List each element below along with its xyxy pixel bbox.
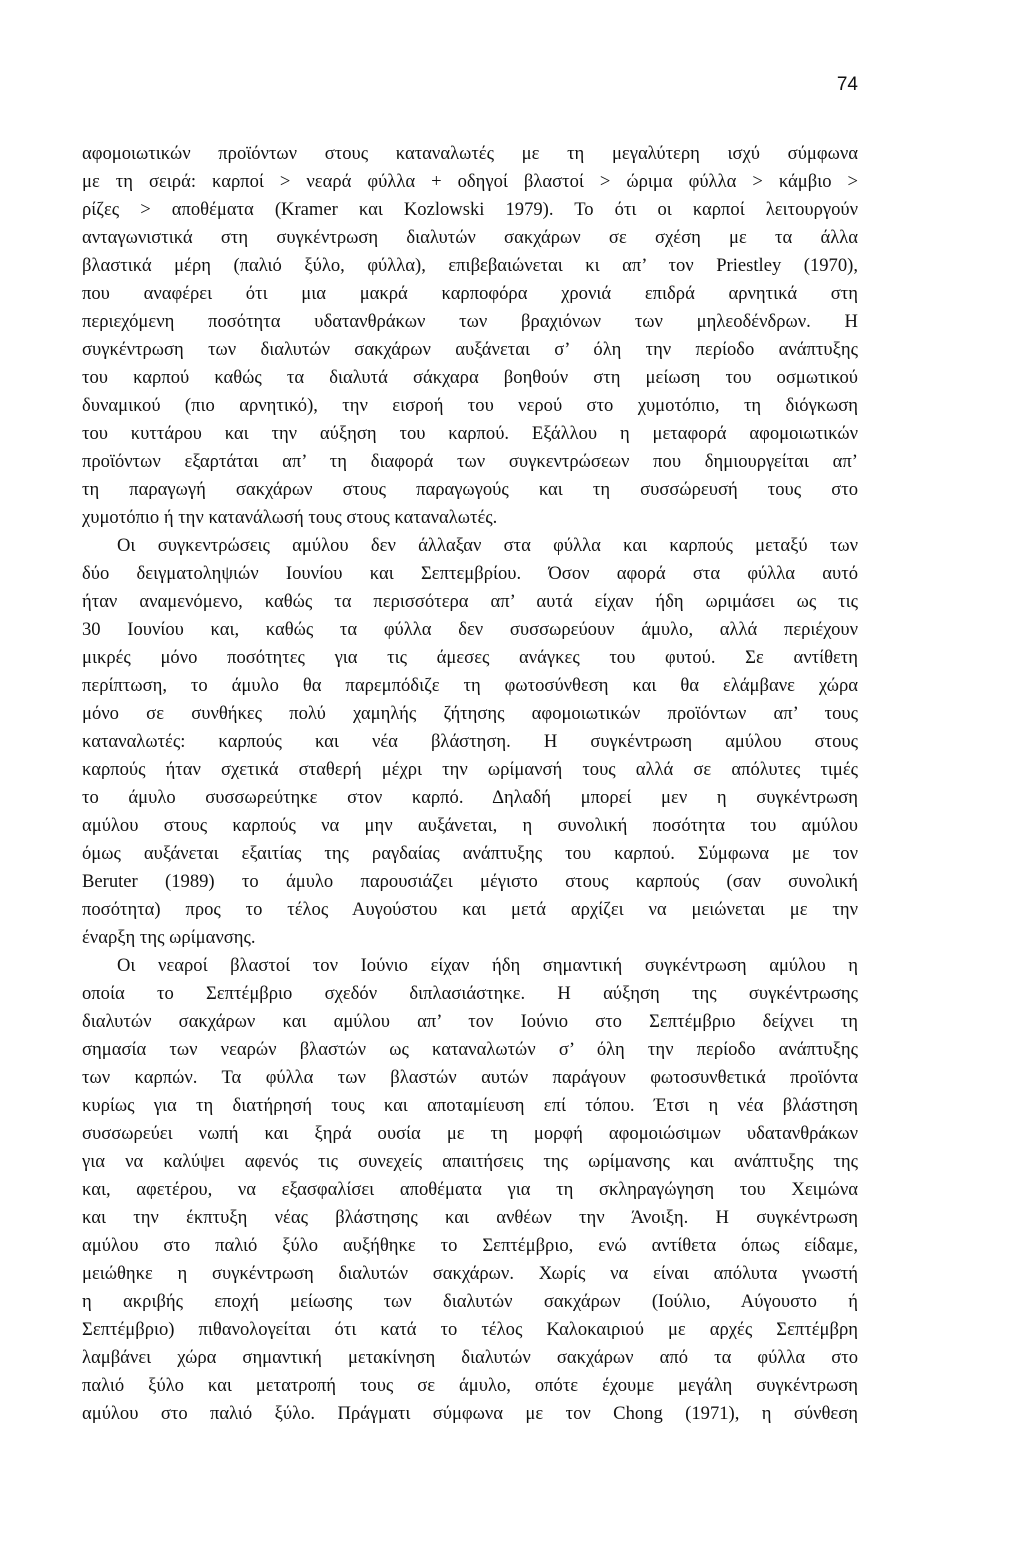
text-line: συγκέντρωση των διαλυτών σακχάρων αυξάνεται σ’ όλη την περίοδο ανάπτυξης	[82, 339, 858, 360]
text-line: έναρξη της ωρίμανσης.	[82, 927, 256, 948]
page-number: 74	[836, 74, 858, 95]
text-line: όμως αυξάνεται εξαιτίας της ραγδαίας ανάπτυξης του καρπού. Σύμφωνα με τον	[82, 843, 858, 864]
text-line: κυρίως για τη διατήρησή τους και αποταμίευση επί τόπου. Έτσι η νέα βλάστηση	[82, 1095, 858, 1116]
text-line: το άμυλο συσσωρεύτηκε στον καρπό. Δηλαδή μπορεί μεν η συγκέντρωση	[82, 787, 858, 808]
text-line: αμύλου στο παλιό ξύλο αυξήθηκε το Σεπτέμβριο, ενώ αντίθετα όπως είδαμε,	[82, 1235, 858, 1256]
text-line: συσσωρεύει νωπή και ξηρά ουσία με τη μορφή αφομοιώσιμων υδατανθράκων	[82, 1123, 858, 1144]
text-line: σημασία των νεαρών βλαστών ως καταναλωτών σ’ όλη την περίοδο ανάπτυξης	[82, 1039, 858, 1060]
text-line: μειώθηκε η συγκέντρωση διαλυτών σακχάρων. Χωρίς να είναι απόλυτα γνωστή	[82, 1263, 858, 1284]
text-line: τη παραγωγή σακχάρων στους παραγωγούς και τη συσσώρευσή τους στο	[82, 479, 858, 500]
text-line: του καρπού καθώς τα διαλυτά σάκχαρα βοηθούν στη μείωση του οσμωτικού	[82, 367, 858, 388]
text-line: μικρές μόνο ποσότητες για τις άμεσες ανάγκες του φυτού. Σε αντίθετη	[82, 647, 858, 668]
text-line: του κυττάρου και την αύξηση του καρπού. Εξάλλου η μεταφορά αφομοιωτικών	[82, 423, 858, 444]
text-line: ήταν αναμενόμενο, καθώς τα περισσότερα απ’ αυτά είχαν ήδη ωριμάσει ως τις	[82, 591, 858, 612]
text-line: η ακριβής εποχή μείωσης των διαλυτών σακχάρων (Ιούλιο, Αύγουστο ή	[82, 1291, 858, 1312]
text-line: Οι νεαροί βλαστοί τον Ιούνιο είχαν ήδη σημαντική συγκέντρωση αμύλου η	[117, 955, 858, 976]
text-line: οποία το Σεπτέμβριο σχεδόν διπλασιάστηκε. Η αύξηση της συγκέντρωσης	[82, 983, 858, 1004]
text-line: προϊόντων εξαρτάται απ’ τη διαφορά των συγκεντρώσεων που δημιουργείται απ’	[82, 451, 858, 472]
text-line: ρίζες > αποθέματα (Kramer και Kozlowski 1979). Το ότι οι καρποί λειτουργούν	[82, 199, 858, 220]
text-line: περιεχόμενη ποσότητα υδατανθράκων των βραχιόνων των μηλεοδένδρων. Η	[82, 311, 858, 332]
text-line: δύο δειγματοληψιών Ιουνίου και Σεπτεμβρίου. Όσον αφορά στα φύλλα αυτό	[82, 563, 858, 584]
text-line: για να καλύψει αφενός τις συνεχείς απαιτήσεις της ωρίμανσης και ανάπτυξης της	[82, 1151, 858, 1172]
text-line: βλαστικά μέρη (παλιό ξύλο, φύλλα), επιβεβαιώνεται κι απ’ τον Priestley (1970),	[82, 255, 858, 276]
text-line: που αναφέρει ότι μια μακρά καρποφόρα χρονιά επιδρά αρνητικά στη	[82, 283, 858, 304]
text-line: με τη σειρά: καρποί > νεαρά φύλλα + οδηγοί βλαστοί > ώριμα φύλλα > κάμβιο >	[82, 171, 858, 192]
text-line: δυναμικού (πιο αρνητικό), την εισροή του νερού στο χυμοτόπιο, τη διόγκωση	[82, 395, 858, 416]
text-line: και την έκπτυξη νέας βλάστησης και ανθέων την Άνοιξη. Η συγκέντρωση	[82, 1207, 858, 1228]
text-line: καρπούς ήταν σχετικά σταθερή μέχρι την ωρίμανσή τους αλλά σε απόλυτες τιμές	[82, 759, 858, 780]
text-line: Beruter (1989) το άμυλο παρουσιάζει μέγιστο στους καρπούς (σαν συνολική	[82, 871, 858, 892]
text-line: περίπτωση, το άμυλο θα παρεμπόδιζε τη φωτοσύνθεση και θα ελάμβανε χώρα	[82, 675, 858, 696]
text-line: Οι συγκεντρώσεις αμύλου δεν άλλαξαν στα φύλλα και καρπούς μεταξύ των	[117, 535, 858, 556]
text-line: των καρπών. Τα φύλλα των βλαστών αυτών παράγουν φωτοσυνθετικά προϊόντα	[82, 1067, 858, 1088]
text-line: και, αφετέρου, να εξασφαλίσει αποθέματα για τη σκληραγώγηση του Χειμώνα	[82, 1179, 858, 1200]
text-line: μόνο σε συνθήκες πολύ χαμηλής ζήτησης αφομοιωτικών προϊόντων απ’ τους	[82, 703, 858, 724]
text-line: ανταγωνιστικά στη συγκέντρωση διαλυτών σακχάρων σε σχέση με τα άλλα	[82, 227, 858, 248]
text-line: καταναλωτές: καρπούς και νέα βλάστηση. Η συγκέντρωση αμύλου στους	[82, 731, 858, 752]
text-line: διαλυτών σακχάρων και αμύλου απ’ τον Ιούνιο στο Σεπτέμβριο δείχνει τη	[82, 1011, 858, 1032]
text-line: ποσότητα) προς το τέλος Αυγούστου και μετά αρχίζει να μειώνεται με την	[82, 899, 858, 920]
text-line: παλιό ξύλο και μετατροπή τους σε άμυλο, οπότε έχουμε μεγάλη συγκέντρωση	[82, 1375, 858, 1396]
text-line: αμύλου στο παλιό ξύλο. Πράγματι σύμφωνα με τον Chong (1971), η σύνθεση	[82, 1403, 858, 1424]
text-line: χυμοτόπιο ή την κατανάλωσή τους στους καταναλωτές.	[82, 507, 498, 528]
text-line: αμύλου στους καρπούς να μην αυξάνεται, η συνολική ποσότητα του αμύλου	[82, 815, 858, 836]
text-line: 30 Ιουνίου και, καθώς τα φύλλα δεν συσσωρεύουν άμυλο, αλλά περιέχουν	[82, 619, 858, 640]
text-line: λαμβάνει χώρα σημαντική μετακίνηση διαλυτών σακχάρων από τα φύλλα στο	[82, 1347, 858, 1368]
text-line: αφομοιωτικών προϊόντων στους καταναλωτές με τη μεγαλύτερη ισχύ σύμφωνα	[82, 143, 858, 164]
text-line: Σεπτέμβριο) πιθανολογείται ότι κατά το τέλος Καλοκαιριού με αρχές Σεπτέμβρη	[82, 1319, 858, 1340]
